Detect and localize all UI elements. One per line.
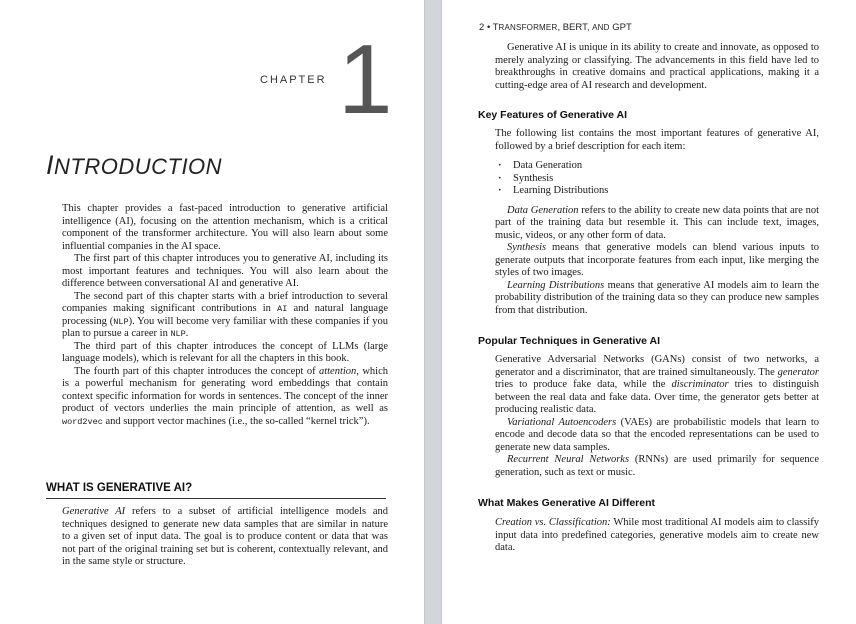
intro-paragraph-3 — [62, 291, 388, 341]
right-intro-paragraph: Generative AI is unique in its ability to create and innovate, as opposed to merely analyzing or classifying. The advancements in this field have led to breakthroughs in creative domains and practical applications, making it a cutting-edge area of AI research and development. — [495, 42, 819, 91]
difference-paragraph — [495, 517, 819, 555]
what-makes-different-text — [495, 517, 819, 555]
feature-paragraph-3 — [495, 280, 819, 318]
emphasis: Synthesis — [507, 242, 547, 253]
text-run: and support vector machines (i.e., the so-called “kernel trick”). — [102, 415, 370, 427]
text-run: means that generative AI models aim to learn the probability distribution of the training data so they can produce new samples from that distribution. — [495, 279, 819, 316]
running-header — [479, 22, 632, 33]
features-list — [495, 160, 819, 198]
page-gutter — [424, 0, 442, 624]
section-heading: WHAT IS GENERATIVE AI? — [46, 482, 193, 494]
technique-paragraph-1 — [495, 354, 819, 417]
key-features-text — [495, 128, 819, 317]
text-run: The second part of this chapter starts with a brief introduction to several companies making significant contributions in — [62, 290, 388, 314]
header-title-mid: , BERT, — [557, 22, 593, 33]
emphasis: Learning Distributions — [507, 279, 605, 291]
code-term: NLP — [113, 316, 129, 327]
left-page — [0, 0, 424, 624]
emphasis: discriminator — [671, 379, 729, 390]
popular-techniques-heading: Popular Techniques in Generative AI — [478, 335, 661, 347]
text-run: ). You will become very familiar with these companies if you plan to pursue a career in — [62, 315, 389, 339]
text-run: and natural language processing ( — [62, 303, 388, 327]
key-features-lead: The following list contains the most important features of generative AI, followed by a brief description for each item: — [495, 128, 819, 152]
list-item: · Learning Distributions — [495, 185, 819, 198]
emphasis: Data Generation — [507, 204, 579, 216]
chapter-label: CHAPTER — [260, 74, 327, 86]
text-run: . — [185, 328, 189, 339]
right-page — [442, 0, 856, 624]
emphasis: attention — [318, 365, 357, 377]
text-run: The fourth part of this chapter introduces the concept of — [74, 365, 319, 377]
text-run: means that generative models can blend various inputs to generate outputs that incorporate features from each input, like merging the styles of two images. — [495, 242, 819, 278]
header-separator: • — [486, 22, 491, 33]
what-makes-different-heading: What Makes Generative AI Different — [478, 497, 655, 509]
chapter-title-rest: NTRODUCTION — [54, 154, 223, 179]
header-title-smallcaps: AND — [592, 23, 610, 32]
text-run: tries to produce fake data, while the — [495, 379, 672, 390]
text-run: refers to a subset of artificial intelligence models and techniques designed to generate new data samples that are similar in nature to a given set of input data. The goal is to produce content or data that was not part of the original training set but is coherent, contextually relevant, and in the same style or structure. — [62, 506, 388, 567]
text-run: tries to distinguish between the real data and fake data. Over time, the generator gets better at producing realistic data. — [495, 379, 819, 415]
text-run: (RNNs) are used primarily for sequence generation, such as text or music. — [495, 454, 819, 478]
text-run: Generative Adversarial Networks (GANs) consist of two networks, a generator and a discriminator, that are trained simultaneously. The — [495, 354, 819, 378]
text-run: , which is a powerful mechanism for generating word embeddings that contain context specific information for words in sentences. The concept of the inner product of vectors underlies the main principle of attention, as well as — [62, 365, 388, 414]
intro-paragraph-2: The first part of this chapter introduces you to generative AI, including its most important features and techniques. You will also learn about the difference between conversational AI and generative AI. — [62, 253, 388, 289]
intro-paragraph-5 — [62, 366, 388, 429]
emphasis: Variational Autoencoders — [507, 416, 617, 428]
emphasis: Generative AI — [62, 506, 126, 517]
header-title-initial: T — [492, 22, 499, 33]
feature-paragraph-1 — [495, 205, 819, 243]
code-term: word2vec — [62, 416, 103, 427]
intro-text — [62, 203, 388, 428]
section-divider — [46, 498, 386, 499]
header-title-smallcaps: RANSFORMER — [498, 23, 558, 32]
chapter-title-initial: I — [46, 150, 55, 180]
chapter-number: 1 — [338, 24, 393, 134]
technique-paragraph-2 — [495, 417, 819, 455]
intro-paragraph-1: This chapter provides a fast-paced introduction to generative artificial intelligence (AI), focusing on the attention mechanism, which is a critical component of the transformer architecture. You will also learn about some influential companies in the AI space. — [62, 203, 388, 252]
emphasis: Creation vs. Classification: — [495, 517, 611, 528]
emphasis: Recurrent Neural Networks — [507, 454, 630, 465]
text-run: refers to the ability to create new data points that are not part of the training data but resemble it. This can include text, images, music, videos, or any other form of data. — [495, 204, 819, 241]
feature-paragraph-2 — [495, 242, 819, 280]
text-run: While most traditional AI models aim to classify input data into predefined categories, generative models aim to create new data. — [495, 517, 819, 553]
list-item: · Synthesis — [495, 173, 819, 186]
generative-ai-paragraph — [62, 506, 388, 569]
code-term: AI — [277, 304, 288, 314]
popular-techniques-text — [495, 354, 819, 479]
technique-paragraph-3 — [495, 454, 819, 479]
right-intro — [495, 42, 819, 92]
header-title-end: GPT — [609, 22, 632, 33]
generative-ai-text — [62, 506, 388, 569]
list-item: · Data Generation — [495, 160, 819, 173]
key-features-heading: Key Features of Generative AI — [478, 109, 627, 121]
chapter-title — [46, 150, 222, 181]
page-number: 2 — [479, 22, 485, 33]
text-run: (VAEs) are probabilistic models that learn to encode and decode data so that the encoded representations can be used to generate new data samples. — [495, 416, 819, 453]
intro-paragraph-4: The third part of this chapter introduces the concept of LLMs (large language models), which is relevant for all the chapters in this book. — [62, 340, 388, 364]
code-term: NLP — [170, 329, 186, 339]
emphasis: generator — [777, 366, 819, 378]
